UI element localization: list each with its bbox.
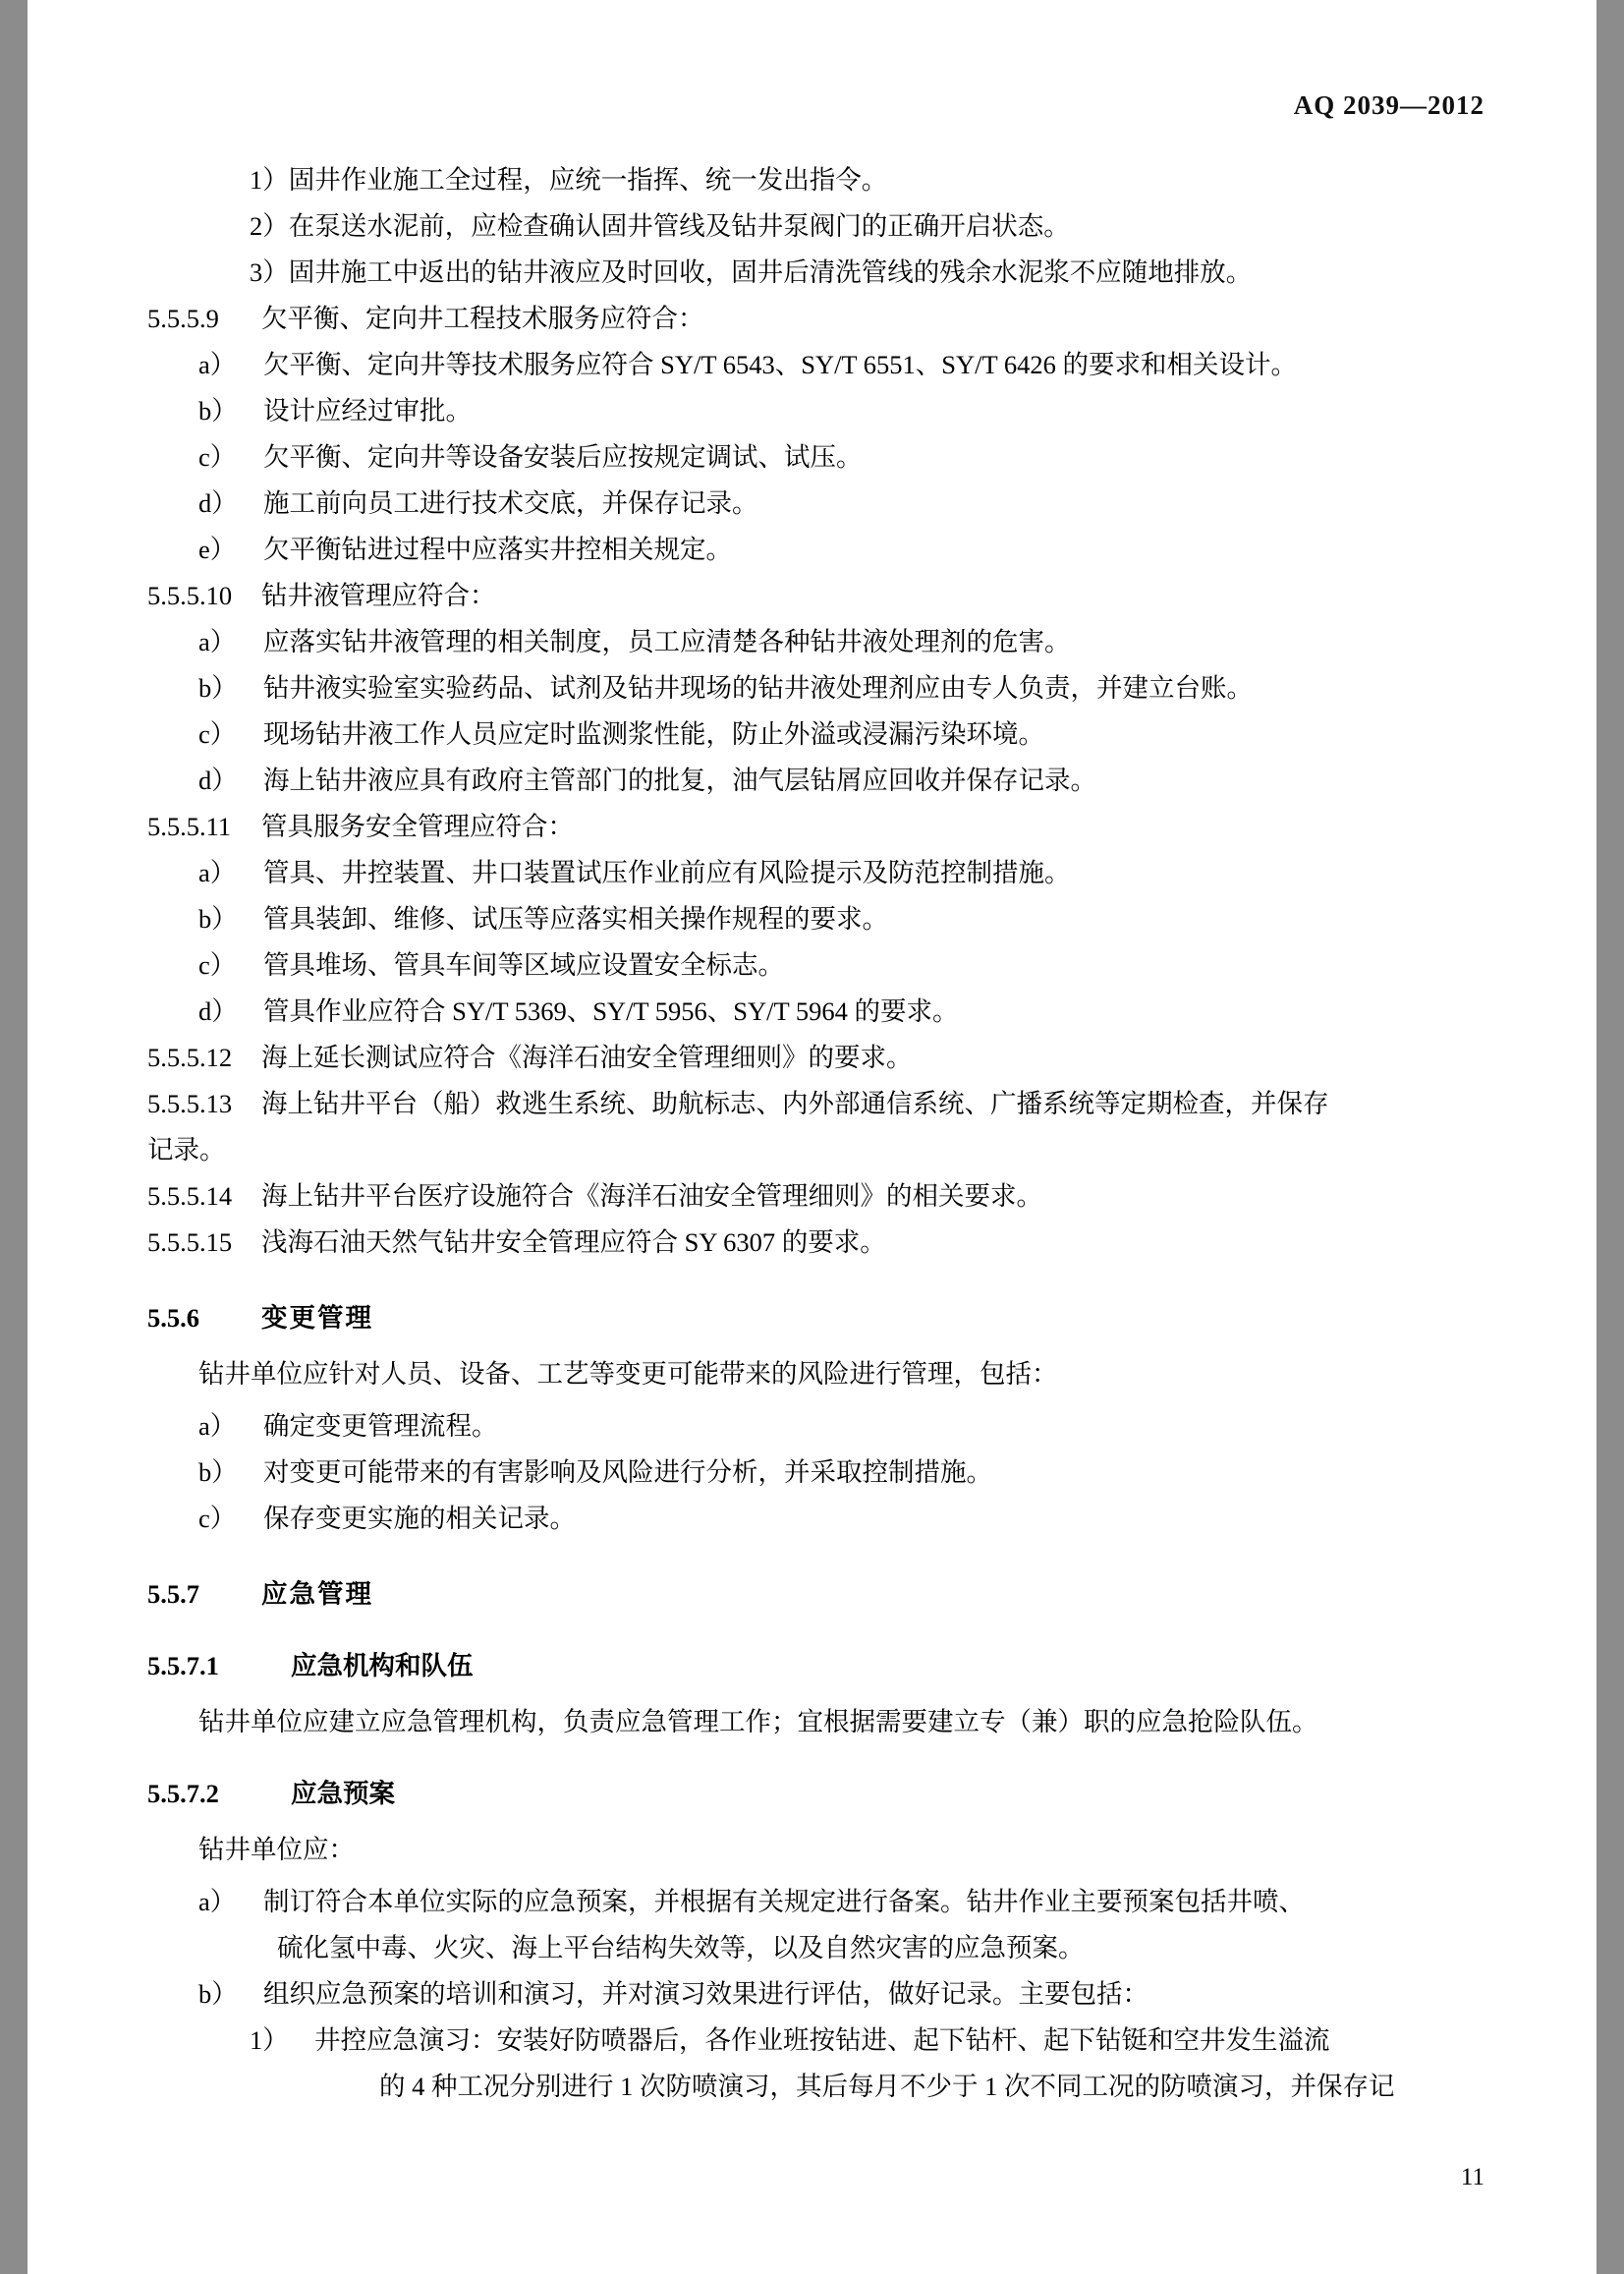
- document-page: [28, 0, 1596, 2274]
- list-item-text: 制订符合本单位实际的应急预案，并根据有关规定进行备案。钻井作业主要预案包括井喷、: [263, 1887, 1305, 1916]
- clause-5-5-5-9: [147, 296, 1498, 342]
- list-item-number: a）: [198, 627, 237, 656]
- list-item: [250, 157, 1498, 203]
- section-number: 5.5.6: [147, 1303, 199, 1333]
- list-item-text: 设计应经过审批。: [263, 396, 472, 426]
- section-paragraph: 钻井单位应建立应急管理机构，负责应急管理工作；宜根据需要建立专（兼）职的应急抢险队伍。: [198, 1707, 1318, 1736]
- list-item-text-continued: 的 4 种工况分别进行 1 次防喷演习，其后每月不少于 1 次不同工况的防喷演习，并保存记: [379, 2072, 1395, 2101]
- list-item: [198, 665, 1498, 711]
- list-item-number: b）: [198, 1979, 238, 2009]
- list-item-number: b）: [198, 673, 238, 703]
- list-item-number: d）: [198, 488, 238, 518]
- section-title: 应急机构和队伍: [291, 1651, 474, 1680]
- list-item-text: 井控应急演习：安装好防喷器后，各作业班按钻进、起下钻杆、起下钻铤和空井发生溢流: [314, 2025, 1330, 2055]
- page-sheet: [28, 0, 1596, 2274]
- list-item-number: a）: [198, 350, 237, 379]
- list-item-number: 3）: [250, 257, 289, 287]
- section-heading-5-5-6: [147, 1295, 1498, 1341]
- clause-number: 5.5.5.14: [147, 1181, 233, 1211]
- list-item-number: c）: [198, 442, 237, 472]
- clause-5-5-5-12: [147, 1035, 1498, 1081]
- list-item-text: 应落实钻井液管理的相关制度，员工应清楚各种钻井液处理剂的危害。: [263, 627, 1071, 656]
- clause-number: 5.5.5.15: [147, 1227, 233, 1257]
- clause-number: 5.5.5.9: [147, 304, 219, 333]
- list-item-number: a）: [198, 1887, 237, 1916]
- list-item-text: 管具、井控装置、井口装置试压作业前应有风险提示及防范控制措施。: [263, 858, 1071, 887]
- list-item: [198, 619, 1498, 665]
- list-item-text: 施工前向员工进行技术交底，并保存记录。: [263, 488, 758, 518]
- section-number: 5.5.7.2: [147, 1779, 219, 1808]
- list-item-number: b）: [198, 904, 238, 934]
- clause-5-5-5-15: [147, 1220, 1498, 1266]
- list-item-number: b）: [198, 396, 238, 426]
- list-item-number: c）: [198, 719, 237, 749]
- list-item-number: b）: [198, 1457, 238, 1487]
- page-header-standard-code: AQ 2039—2012: [1293, 90, 1484, 120]
- list-item: [198, 1450, 1498, 1496]
- list-item: [198, 711, 1498, 758]
- clause-text: 海上延长测试应符合《海洋石油安全管理细则》的要求。: [261, 1043, 913, 1072]
- list-item: [198, 1971, 1498, 2018]
- list-item-text: 固井作业施工全过程，应统一指挥、统一发出指令。: [288, 165, 888, 195]
- clause-text: 海上钻井平台医疗设施符合《海洋石油安全管理细则》的相关要求。: [261, 1181, 1042, 1211]
- list-item-number: a）: [198, 858, 237, 887]
- list-item-text: 固井施工中返出的钻井液应及时回收，固井后清洗管线的残余水泥浆不应随地排放。: [288, 257, 1253, 287]
- list-item-text: 组织应急预案的培训和演习，并对演习效果进行评估，做好记录。主要包括：: [263, 1979, 1148, 2009]
- list-item-number: c）: [198, 1504, 237, 1533]
- list-item-text: 现场钻井液工作人员应定时监测浆性能，防止外溢或浸漏污染环境。: [263, 719, 1044, 749]
- list-item-text: 钻井液实验室实验药品、试剂及钻井现场的钻井液处理剂应由专人负责，并建立台账。: [263, 673, 1253, 703]
- list-item-number: 1）: [250, 165, 289, 195]
- list-item-number: 1）: [250, 2025, 289, 2055]
- section-title: 应急预案: [291, 1779, 395, 1808]
- list-item-number: a）: [198, 1411, 237, 1441]
- clause-5-5-5-13: [147, 1081, 1498, 1127]
- list-item-text-continued: 硫化氢中毒、火灾、海上平台结构失效等，以及自然灾害的应急预案。: [277, 1933, 1085, 1962]
- clause-5-5-5-10: [147, 573, 1498, 619]
- clause-number: 5.5.5.10: [147, 581, 233, 610]
- section-number: 5.5.7: [147, 1579, 199, 1609]
- list-item-text: 管具堆场、管具车间等区域应设置安全标志。: [263, 950, 784, 980]
- list-item-number: e）: [198, 535, 237, 564]
- page-number: 11: [1460, 2164, 1484, 2190]
- list-item: [198, 758, 1498, 804]
- section-heading-5-5-7: [147, 1571, 1498, 1618]
- list-item-text: 在泵送水泥前，应检查确认固井管线及钻井泵阀门的正确开启状态。: [288, 211, 1070, 241]
- list-item: [198, 481, 1498, 527]
- list-item-text: 海上钻井液应具有政府主管部门的批复，油气层钻屑应回收并保存记录。: [263, 766, 1096, 795]
- list-item-text: 管具作业应符合 SY/T 5369、SY/T 5956、SY/T 5964 的要求。: [263, 996, 959, 1026]
- clause-text: 钻井液管理应符合：: [261, 581, 496, 610]
- list-item: [198, 989, 1498, 1035]
- list-item-text: 管具装卸、维修、试压等应落实相关操作规程的要求。: [263, 904, 888, 934]
- list-item-text: 保存变更实施的相关记录。: [263, 1504, 576, 1533]
- clause-text: 浅海石油天然气钻井安全管理应符合 SY 6307 的要求。: [261, 1227, 886, 1257]
- list-item: [198, 342, 1498, 388]
- section-title: 变更管理: [261, 1303, 373, 1333]
- section-number: 5.5.7.1: [147, 1651, 219, 1680]
- clause-number: 5.5.5.11: [147, 812, 232, 841]
- clause-5-5-5-11: [147, 804, 1498, 850]
- list-item: [198, 850, 1498, 896]
- list-item-number: d）: [198, 766, 238, 795]
- list-item-text: 确定变更管理流程。: [263, 1411, 498, 1441]
- list-item-text: 欠平衡、定向井等技术服务应符合 SY/T 6543、SY/T 6551、SY/T 6426 的要求和相关设计。: [263, 350, 1297, 379]
- list-item-text: 对变更可能带来的有害影响及风险进行分析，并采取控制措施。: [263, 1457, 992, 1487]
- section-heading-5-5-7-1: [147, 1643, 1498, 1689]
- list-item: [198, 527, 1498, 573]
- list-item: [198, 896, 1498, 942]
- clause-text: 欠平衡、定向井工程技术服务应符合：: [261, 304, 704, 333]
- clause-5-5-5-14: [147, 1173, 1498, 1220]
- list-item: [250, 2018, 1498, 2064]
- clause-text: 海上钻井平台（船）救逃生系统、助航标志、内外部通信系统、广播系统等定期检查，并保存: [261, 1089, 1329, 1118]
- section-paragraph: 钻井单位应针对人员、设备、工艺等变更可能带来的风险进行管理，包括：: [198, 1359, 1058, 1389]
- section-title: 应急管理: [261, 1579, 373, 1609]
- list-item: [198, 1403, 1498, 1450]
- page-content: [147, 157, 1498, 2110]
- list-item: [250, 250, 1498, 296]
- list-item: [198, 1496, 1498, 1542]
- list-item: [198, 942, 1498, 989]
- clause-text: 管具服务安全管理应符合：: [261, 812, 574, 841]
- list-item-text: 欠平衡、定向井等设备安装后应按规定调试、试压。: [263, 442, 863, 472]
- list-item: [198, 1879, 1498, 1925]
- section-heading-5-5-7-2: [147, 1771, 1498, 1817]
- clause-number: 5.5.5.12: [147, 1043, 233, 1072]
- list-item-number: d）: [198, 996, 238, 1026]
- clause-text-continued: 记录。: [147, 1135, 226, 1165]
- list-item: [198, 434, 1498, 481]
- clause-number: 5.5.5.13: [147, 1089, 233, 1118]
- list-item: [250, 203, 1498, 250]
- list-item-number: 2）: [250, 211, 289, 241]
- list-item-text: 欠平衡钻进过程中应落实井控相关规定。: [263, 535, 732, 564]
- list-item-number: c）: [198, 950, 237, 980]
- section-paragraph: 钻井单位应：: [198, 1835, 355, 1864]
- list-item: [198, 388, 1498, 434]
